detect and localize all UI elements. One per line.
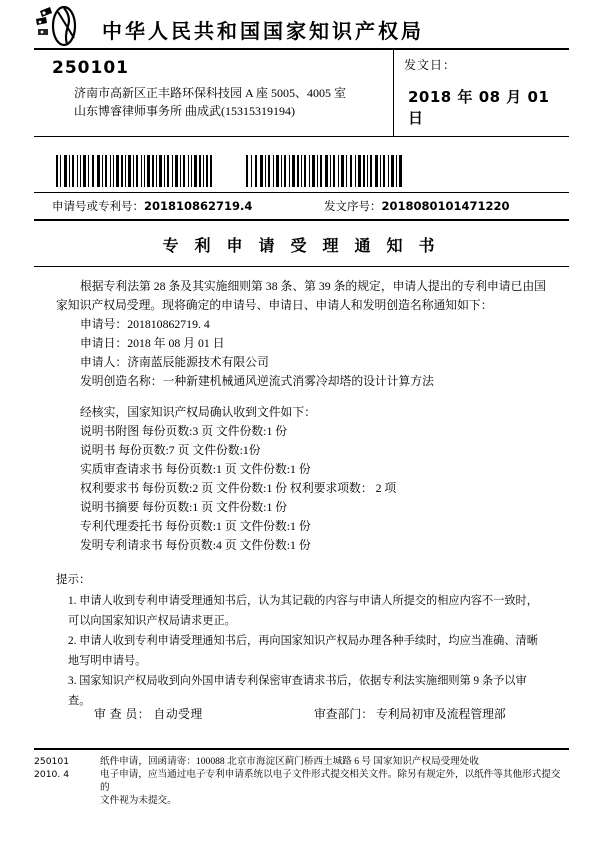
document-list-item: 专利代理委托书 每份页数:1 页 文件份数:1 份 xyxy=(80,519,311,533)
footer-note-line: 文件视为未提交。 xyxy=(100,795,177,806)
application-field-line: 发明创造名称：一种新建机械通风逆流式消雾冷却塔的设计计算方法 xyxy=(80,374,434,388)
barcode-section xyxy=(34,137,569,193)
tips-section xyxy=(34,587,569,711)
application-field-line: 申请号：201810862719. 4 xyxy=(80,317,210,331)
addressee-block xyxy=(34,50,393,136)
examiner-label: 审 查 员： xyxy=(94,707,151,721)
spacer xyxy=(56,391,547,403)
issue-date-block xyxy=(393,50,569,136)
document-list-item: 权利要求书 每份页数:2 页 文件份数:1 份 权利要求项数： 2 项 xyxy=(80,481,397,495)
addressee-line-2: 山东博睿律师事务所 曲成武(15315319194) xyxy=(74,104,295,118)
received-documents-heading: 经核实，国家知识产权局确认收到文件如下： xyxy=(80,405,316,419)
document-header xyxy=(0,0,603,48)
organization-title: 中华人民共和国国家知识产权局 xyxy=(102,18,424,43)
signature-section xyxy=(34,705,569,722)
dispatch-number-barcode xyxy=(246,155,402,187)
dispatch-number-field xyxy=(324,198,569,214)
application-field-line: 申请人：济南蓝辰能源技术有限公司 xyxy=(80,355,269,369)
examiner-value: 自动受理 xyxy=(153,707,203,721)
issue-date-label: 发文日： xyxy=(404,58,457,72)
document-frame xyxy=(34,48,569,750)
application-number-barcode xyxy=(56,155,212,187)
application-field-line: 申请日：2018 年 08 月 01 日 xyxy=(80,336,225,350)
document-list-item: 说明书附图 每份页数:3 页 文件份数:1 份 xyxy=(80,424,288,438)
addressee-line-1: 济南市高新区正丰路环保科技园 A 座 5005、4005 室 xyxy=(74,86,347,100)
document-list-item: 实质审查请求书 每份页数:1 页 文件份数:1 份 xyxy=(80,462,311,476)
national-emblem-icon xyxy=(34,5,88,49)
intro-paragraph: 根据专利法第 28 条及其实施细则第 38 条、第 39 条的规定，申请人提出的专利申请已由国家知识产权局受理。现将确定的申请号、申请日、申请人和发明创造名称通知如下： xyxy=(56,279,546,312)
application-number-value: 201810862719.4 xyxy=(144,199,253,213)
application-number-label: 申请号或专利号： xyxy=(52,201,144,213)
form-code-block xyxy=(34,755,100,807)
examiner-field xyxy=(94,705,314,722)
dispatch-number-value: 2018080101471220 xyxy=(381,199,510,213)
postal-code: 250101 xyxy=(52,58,129,78)
document-body xyxy=(34,267,569,555)
department-label: 审查部门： xyxy=(314,707,373,721)
tip-item: 3. 国家知识产权局收到向外国申请专利保密审查请求书后，依据专利法实施细则第 9 条予以审查。 xyxy=(68,675,527,707)
tip-item: 2. 申请人收到专利申请受理通知书后，再向国家知识产权局办理各种手续时，均应当准确、清晰地写明申请号。 xyxy=(68,635,538,667)
issue-date-value: 2018 年 08 月 01 日 xyxy=(408,88,550,127)
form-date: 2010. 4 xyxy=(34,769,70,780)
numbers-section xyxy=(34,193,569,221)
application-number-field xyxy=(52,198,324,214)
document-list-item: 发明专利请求书 每份页数:4 页 文件份数:1 份 xyxy=(80,538,311,552)
document-title: 专 利 申 请 受 理 通 知 书 xyxy=(34,221,569,267)
footer-note-line: 纸件申请，回函请寄：100088 北京市海淀区蓟门桥西土城路 6 号 国家知识产权局受理处收 xyxy=(100,756,479,767)
form-code: 250101 xyxy=(34,756,70,767)
dispatch-number-label: 发文序号： xyxy=(324,201,382,213)
document-list-item: 说明书 每份页数:7 页 文件份数:1份 xyxy=(80,443,261,457)
department-value: 专利局初审及流程管理部 xyxy=(375,707,506,721)
tips-label: 提示： xyxy=(56,574,91,586)
footer-notes xyxy=(100,755,569,807)
department-field xyxy=(314,705,569,722)
tip-item: 1. 申请人收到专利申请受理通知书后，认为其记载的内容与申请人所提交的相应内容不一致时，可以向国家知识产权局请求更正。 xyxy=(68,595,538,627)
address-section xyxy=(34,50,569,137)
footer-note-line: 电子申请，应当通过电子专利申请系统以电子文件形式提交相关文件。除另有规定外，以纸件等其他形式提交的 xyxy=(100,769,561,793)
document-footer xyxy=(34,750,569,807)
document-list-item: 说明书摘要 每份页数:1 页 文件份数:1 份 xyxy=(80,500,288,514)
